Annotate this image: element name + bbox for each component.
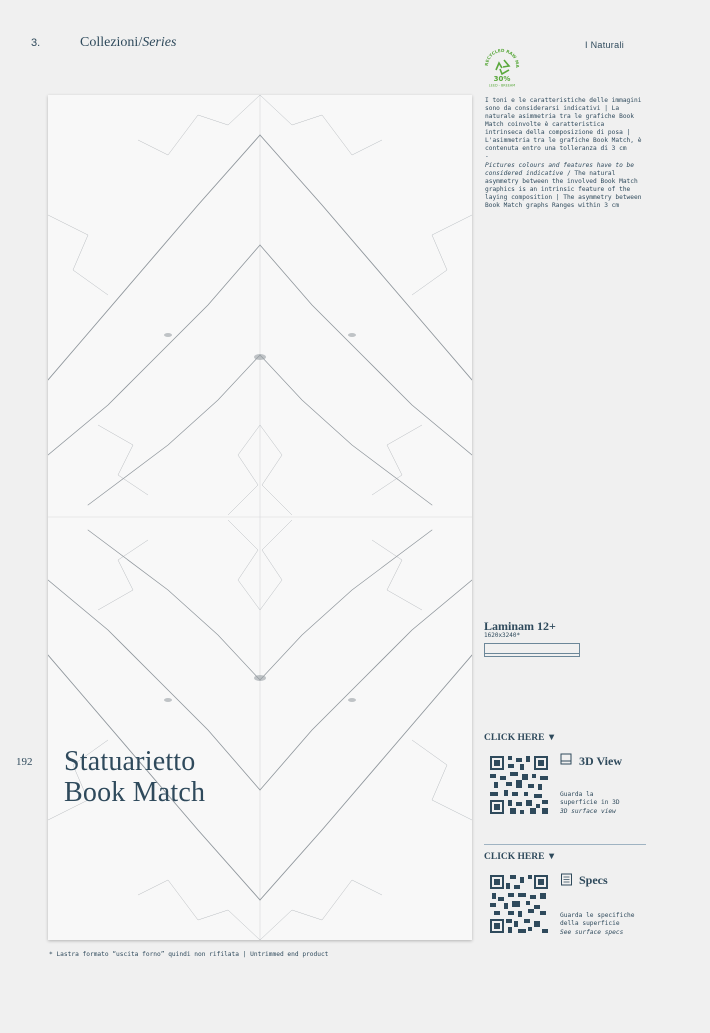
marble-slab-image	[48, 95, 472, 940]
specs-desc-line1: Guarda le specifiche	[560, 912, 635, 919]
document-icon	[560, 873, 573, 891]
page-number: 192	[16, 756, 33, 768]
disclaimer-notes	[485, 97, 643, 210]
specs-title[interactable]: Specs	[579, 873, 608, 887]
recycle-icon	[496, 60, 509, 74]
badge-caption: LEED - BREEAM	[488, 83, 516, 88]
specs-description	[560, 912, 635, 937]
notes-separator: -	[485, 153, 489, 161]
badge-ring-text: RECYCLED RAW MA	[483, 47, 521, 68]
notes-english-italic: Pictures colours and features have to be considered indicative	[485, 161, 635, 177]
section-title-main: Collezioni/	[80, 35, 143, 50]
click-here-specs[interactable]: CLICK HERE ▼	[484, 852, 557, 862]
laminam-title: Laminam 12+	[484, 619, 556, 633]
qr-code-3d-view[interactable]	[490, 756, 548, 814]
3d-desc-line1: Guarda la	[560, 791, 594, 798]
footnote: * Lastra formato “uscita forno” quindi non rifilata | Untrimmed end product	[49, 951, 329, 958]
click-here-3d[interactable]: CLICK HERE ▼	[484, 733, 557, 743]
specs-desc-line3: See surface specs	[560, 928, 624, 936]
category-label: I Naturali	[585, 40, 625, 50]
recycled-badge	[482, 46, 522, 88]
section-number: 3.	[31, 37, 41, 49]
specs-desc-line2: della superficie	[560, 920, 620, 928]
qr-code-specs[interactable]	[490, 875, 548, 933]
product-name-line2: Book Match	[64, 777, 206, 808]
notes-english: / The natural asymmetry between the involved Book Match graphics is an intrinsic feature of the laying composition | The asymmetry between Book Match graphs Ranges within 3 cm	[485, 169, 642, 209]
3d-view-title[interactable]: 3D View	[579, 754, 622, 768]
notes-italian: I toni e le caratteristiche delle immagini sono da considerarsi indicativi | La naturale asimmetria tra le grafiche Book Match coinvolte è caratteristica intrinseca della composizione di posa | L'asimmetria tra le grafiche Book Match, è contenuta entro una tolleranza di 3 cm	[485, 97, 642, 153]
3d-desc-line3: 3D surface view	[560, 807, 616, 815]
slab-thickness-icon	[484, 643, 580, 657]
marble-veins-graphic	[48, 95, 472, 940]
3d-view-description	[560, 791, 620, 816]
section-title	[80, 35, 176, 51]
section-divider	[484, 844, 646, 845]
product-name	[64, 746, 205, 808]
section-title-italic: Series	[142, 35, 177, 50]
3d-desc-line2: superficie in 3D	[560, 799, 620, 807]
badge-percent: 30%	[493, 75, 511, 83]
laminam-size: 1620x3240*	[484, 632, 521, 639]
cube-icon	[560, 753, 573, 771]
product-name-line1: Statuarietto	[64, 746, 196, 777]
